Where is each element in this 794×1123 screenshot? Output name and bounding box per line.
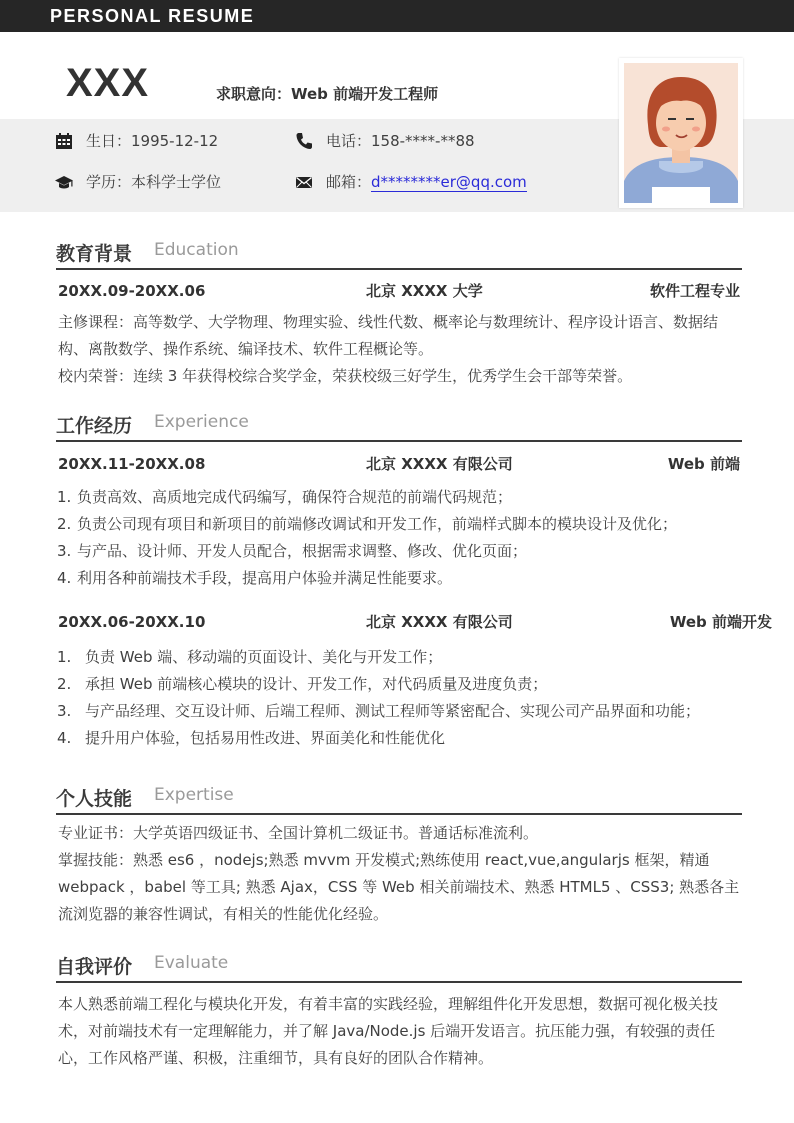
- list-item: 3. 与产品经理、交互设计师、后端工程师、测试工程师等紧密配合、实现公司产品界面和功能；: [57, 702, 701, 720]
- job-2-duties: [57, 644, 713, 752]
- list-item: 3. 与产品、设计师、开发人员配合，根据需求调整、修改、优化页面；: [57, 542, 528, 560]
- education-school: 北京 XXXX 大学: [366, 282, 483, 300]
- education-details: [58, 309, 742, 390]
- education-period: 20XX.09-20XX.06: [58, 282, 206, 300]
- birthday-info: [86, 131, 218, 151]
- skills-certs: 专业证书：大学英语四级证书、全国计算机二级证书。普通话标准流利。: [58, 824, 539, 842]
- calendar-icon: [54, 131, 74, 151]
- list-item: 4. 提升用户体验，包括易用性改进、界面美化和性能优化: [57, 729, 446, 747]
- education-title-en: Education: [154, 240, 239, 260]
- evaluation-title-en: Evaluate: [154, 953, 229, 973]
- job-1-duties: [57, 484, 741, 592]
- banner-title: PERSONAL RESUME: [50, 6, 255, 26]
- experience-title-en: Experience: [154, 412, 249, 432]
- job-2-row: [58, 611, 772, 633]
- phone-text: 电话：158-****-**88: [326, 132, 475, 150]
- skills-title: 个人技能: [56, 788, 133, 810]
- job-2-period: 20XX.06-20XX.10: [58, 613, 206, 631]
- profile-photo-frame: [619, 58, 743, 208]
- job-2-company: 北京 XXXX 有限公司: [366, 613, 513, 631]
- evaluation-details: [58, 991, 742, 1072]
- education-info: [86, 172, 221, 192]
- avatar: [624, 63, 738, 203]
- education-honors: 校内荣誉：连续 3 年获得校综合奖学金，荣获校级三好学生，优秀学生会干部等荣誉。: [58, 367, 633, 385]
- skills-tech: 掌握技能：熟悉 es6 ，nodejs;熟悉 mvvm 开发模式;熟练使用 react,vue,angularjs 框架，精通 webpack ，babel 等工具; 熟悉 Ajax，CSS 等 Web 相关前端技术、熟悉 HTML5 、CSS3; 熟悉各主流浏览器的兼容性调试，有相关的性能优化经验。: [58, 851, 740, 923]
- experience-title: 工作经历: [56, 415, 133, 437]
- phone-icon: [294, 131, 314, 151]
- job-1-company: 北京 XXXX 有限公司: [366, 455, 513, 473]
- education-title: 教育背景: [56, 243, 133, 265]
- education-courses: 主修课程：高等数学、大学物理、物理实验、线性代数、概率论与数理统计、程序设计语言、数据结构、离散数学、操作系统、编译技术、软件工程概论等。: [58, 313, 719, 358]
- phone-info: [326, 131, 475, 151]
- candidate-name: XXX: [66, 61, 150, 105]
- list-item: 2. 承担 Web 前端核心模块的设计、开发工作，对代码质量及进度负责；: [57, 675, 548, 693]
- education-row: [58, 280, 740, 302]
- list-item: 1. 负责高效、高质地完成代码编写，确保符合规范的前端代码规范；: [57, 488, 513, 506]
- job-2-role: Web 前端开发: [669, 613, 772, 631]
- list-item: 2. 负责公司现有项目和新项目的前端修改调试和开发工作，前端样式脚本的模块设计及优化；: [57, 515, 678, 533]
- email-info: [326, 172, 527, 192]
- email-link[interactable]: d********er@qq.com: [371, 173, 527, 191]
- education-text: 学历：本科学士学位: [86, 173, 222, 191]
- education-section-header: [56, 238, 742, 270]
- education-major: 软件工程专业: [649, 282, 740, 300]
- top-banner: [0, 0, 794, 32]
- email-label: 邮箱：: [326, 173, 372, 191]
- skills-section-header: [56, 783, 742, 815]
- experience-section-header: [56, 410, 742, 442]
- list-item: 1. 负责 Web 端、移动端的页面设计、美化与开发工作；: [57, 648, 443, 666]
- job-1-role: Web 前端: [667, 455, 740, 473]
- list-item: 4. 利用各种前端技术手段，提高用户体验并满足性能要求。: [57, 569, 453, 587]
- mail-icon: [294, 172, 314, 192]
- graduation-cap-icon: [54, 172, 74, 192]
- skills-title-en: Expertise: [154, 785, 234, 805]
- skills-details: [58, 820, 742, 928]
- birthday-text: 生日：1995-12-12: [86, 132, 219, 150]
- job-2-duties-clip: [57, 644, 747, 767]
- job-1-row: [58, 453, 740, 475]
- job-intent: 求职意向：Web 前端开发工程师: [216, 85, 439, 103]
- evaluation-section-header: [56, 951, 742, 983]
- job-1-period: 20XX.11-20XX.08: [58, 455, 206, 473]
- evaluation-title: 自我评价: [56, 956, 133, 978]
- evaluation-text: 本人熟悉前端工程化与模块化开发，有着丰富的实践经验，理解组件化开发思想，数据可视化极关技术，对前端技术有一定理解能力，并了解 Java/Node.js 后端开发语言。抗压能力强，有较强的责任心，工作风格严谨、积极，注重细节，具有良好的团队合作精神。: [58, 995, 719, 1067]
